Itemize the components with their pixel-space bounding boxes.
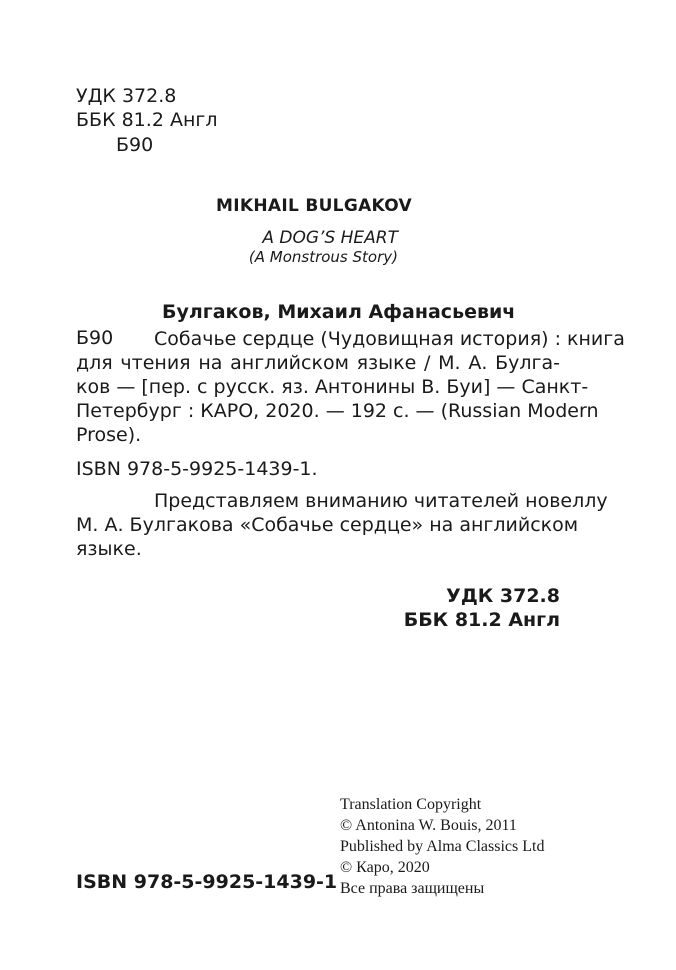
- description-line: Prose).: [76, 424, 142, 446]
- annotation-line: языке.: [76, 538, 142, 560]
- copyright-notice: [340, 794, 570, 899]
- annotation-line: Представляем вниманию читателей новеллу: [154, 490, 608, 512]
- annotation-line: М. А. Булгакова «Собачье сердце» на английском: [76, 514, 579, 536]
- udk-code-top: УДК 372.8: [76, 85, 177, 107]
- copyright-line: Published by Alma Classics Ltd: [340, 838, 545, 855]
- copyright-line: Все права защищены: [340, 880, 485, 897]
- entry-isbn: ISBN 978-5-9925-1439-1.: [76, 458, 318, 480]
- bbk-code-top: ББК 81.2 Англ: [76, 109, 218, 131]
- bbk-code-bottom: ББК 81.2 Англ: [403, 609, 560, 631]
- description-line: Собачье сердце (Чудовищная история) : книга: [154, 328, 625, 350]
- book-subtitle-english: (A Monstrous Story): [248, 248, 398, 266]
- isbn-number: ISBN 978-5-9925-1439-1: [76, 871, 338, 893]
- entry-author-code: Б90: [76, 327, 114, 349]
- description-line: Петербург : КАРО, 2020. — 192 с. — (Russian Modern: [76, 400, 599, 422]
- description-line: ков — [пер. с русск. яз. Антонины В. Буи] — Санкт-: [76, 376, 589, 398]
- description-line: для чтения на английском языке / М. А. Булга-: [76, 352, 560, 374]
- copyright-line: © Antonina W. Bouis, 2011: [340, 817, 517, 834]
- author-name-english: MIKHAIL BULGAKOV: [216, 196, 412, 216]
- author-code-top: Б90: [116, 134, 154, 156]
- copyright-line: Translation Copyright: [340, 796, 482, 813]
- copyright-line: © Каро, 2020: [340, 859, 430, 876]
- udk-code-bottom: УДК 372.8: [446, 585, 560, 607]
- book-title-english: A DOG’S HEART: [262, 228, 398, 248]
- entry-heading-author: Булгаков, Михаил Афанасьевич: [162, 301, 516, 323]
